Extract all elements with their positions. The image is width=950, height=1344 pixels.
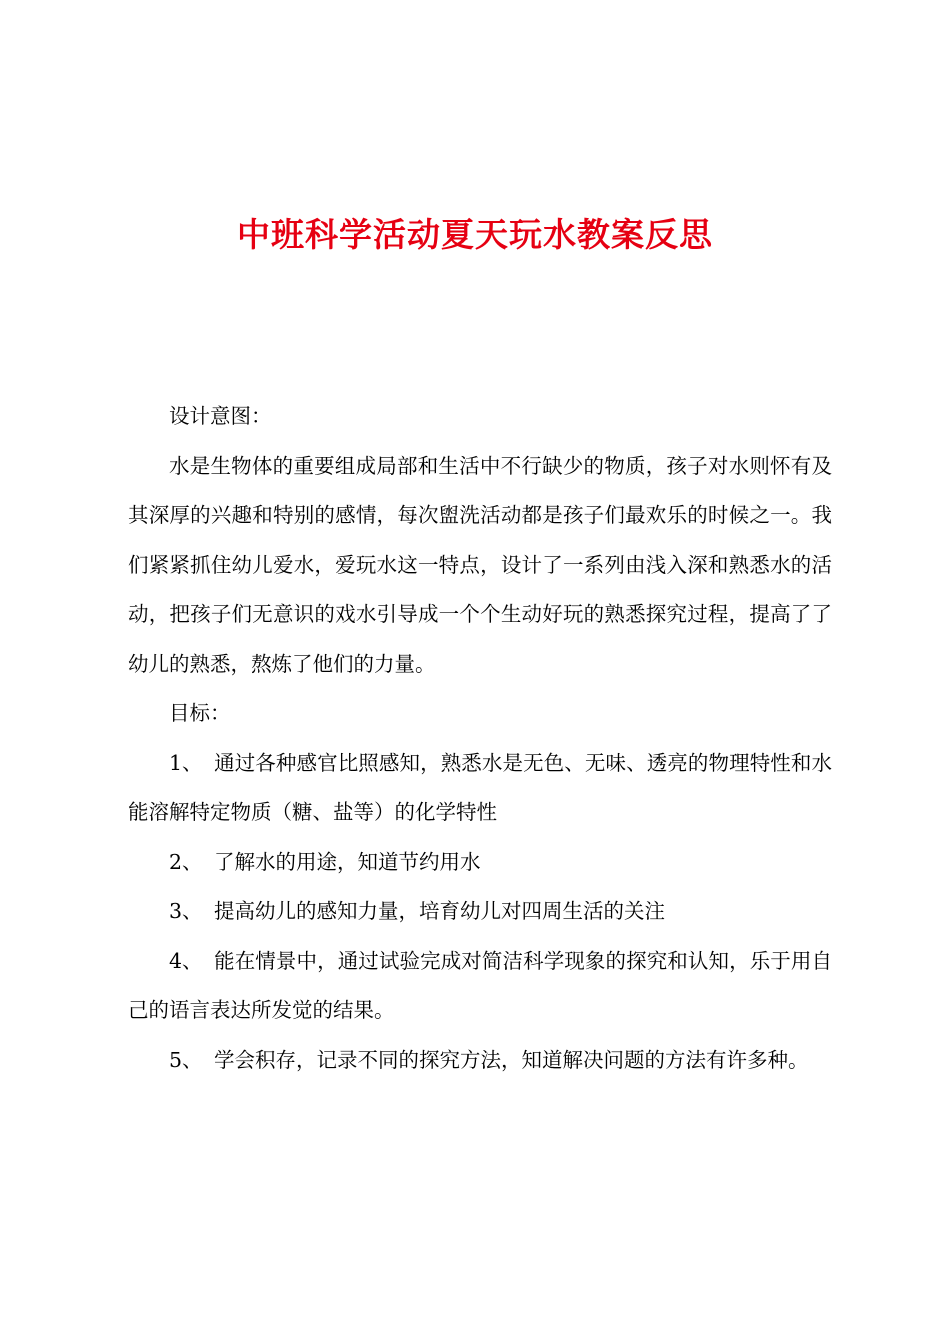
goal-number: 4、 xyxy=(169,948,203,973)
intro-heading: 设计意图： xyxy=(169,404,272,428)
goal-text: 能在情景中，通过试验完成对简洁科学现象的探究和认知，乐于用自己的语言表达所发觉的结果。 xyxy=(128,948,832,1022)
goal-item-4 xyxy=(128,937,832,1036)
intro-paragraph: 水是生物体的重要组成局部和生活中不行缺少的物质，孩子对水则怀有及其深厚的兴趣和特别的感情，每次盥洗活动都是孩子们最欢乐的时候之一。我们紧紧抓住幼儿爱水，爱玩水这一特点，设计了一系列由浅入深和熟悉水的活动，把孩子们无意识的戏水引导成一个个生动好玩的熟悉探究过程，提高了了幼儿的熟悉，熬炼了他们的力量。 xyxy=(128,453,832,676)
goal-item-5 xyxy=(128,1036,832,1086)
goal-text: 了解水的用途，知道节约用水 xyxy=(214,849,481,874)
goals-heading: 目标： xyxy=(169,701,231,725)
goal-item-1 xyxy=(128,739,832,838)
goal-number: 3、 xyxy=(169,899,203,923)
goal-number: 1、 xyxy=(169,750,203,775)
goal-number: 5、 xyxy=(169,1047,203,1072)
document-body xyxy=(128,392,832,1085)
document-title: 中班科学活动夏天玩水教案反思 xyxy=(237,215,713,254)
goal-item-2 xyxy=(128,838,832,888)
goal-number: 2、 xyxy=(169,849,203,874)
goal-text: 提高幼儿的感知力量，培育幼儿对四周生活的关注 xyxy=(214,899,665,923)
goal-text: 通过各种感官比照感知，熟悉水是无色、无味、透亮的物理特性和水能溶解特定物质（糖、盐等）的化学特性 xyxy=(128,750,832,824)
goal-item-3 xyxy=(128,887,832,937)
goal-text: 学会积存，记录不同的探究方法，知道解决问题的方法有许多种。 xyxy=(214,1047,809,1072)
